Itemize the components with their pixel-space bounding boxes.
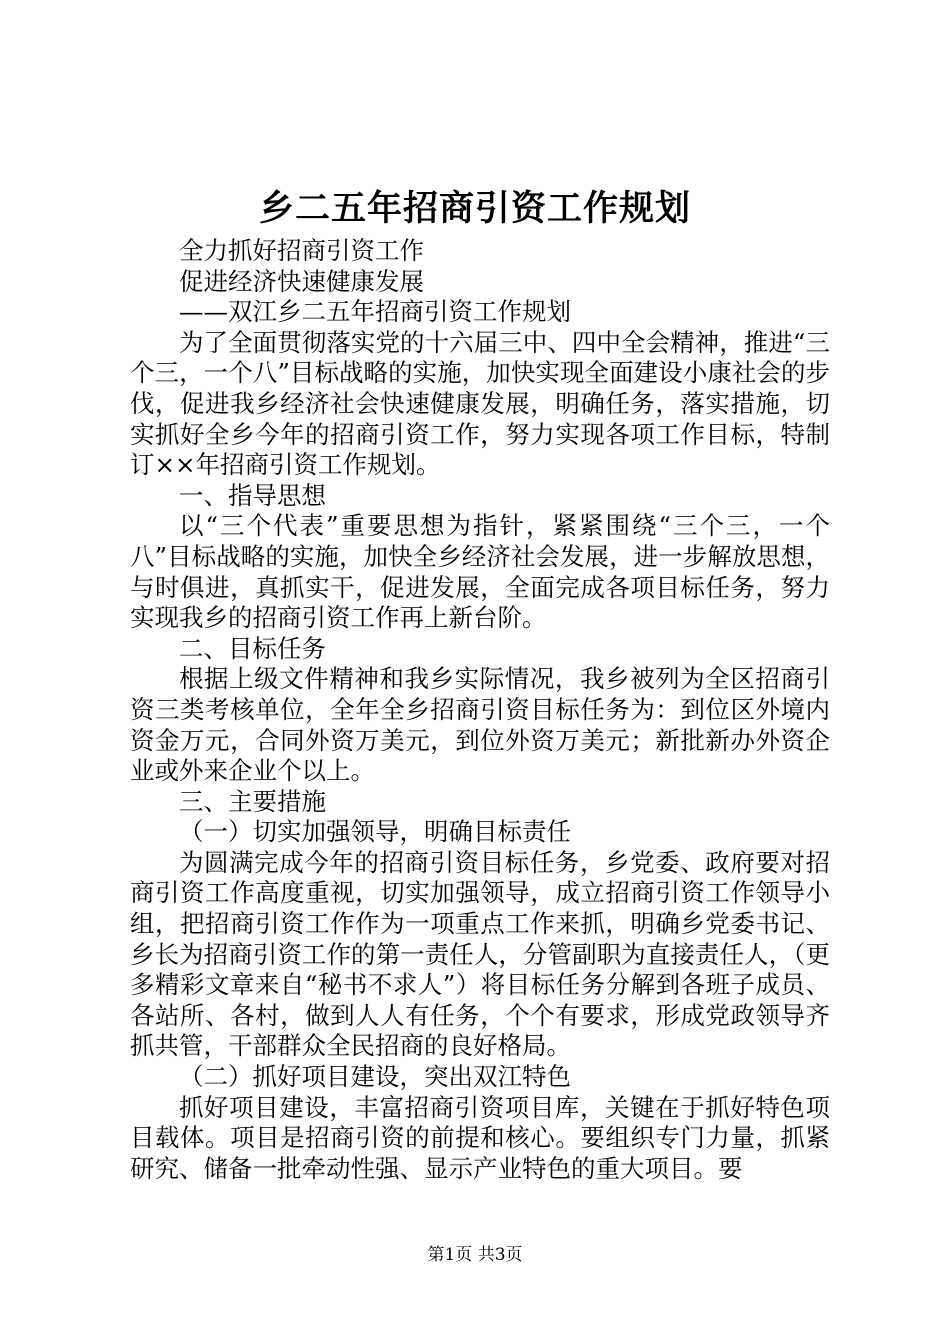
paragraph: 抓好项目建设，丰富招商引资项目库，关键在于抓好特色项目载体。项目是招商引资的前提和核心。要组织专门力量，抓紧研究、储备一批牵动性强、显示产业特色的重大项目。要 xyxy=(130,1092,830,1183)
paragraph: 根据上级文件精神和我乡实际情况，我乡被列为全区招商引资三类考核单位，全年全乡招商引资目标任务为：到位区外境内资金万元，合同外资万美元，到位外资万美元；新批新办外资企业或外来企业个以上。 xyxy=(130,664,830,786)
paragraph: 为圆满完成今年的招商引资目标任务，乡党委、政府要对招商引资工作高度重视，切实加强领导，成立招商引资工作领导小组，把招商引资工作作为一项重点工作来抓，明确乡党委书记、乡长为招商引资工作的第一责任人，分管副职为直接责任人，（更多精彩文章来自“秘书不求人”）将目标任务分解到各班子成员、各站所、各村，做到人人有任务，个个有要求，形成党政领导齐抓共管，干部群众全民招商的良好格局。 xyxy=(130,847,830,1061)
paragraph: 为了全面贯彻落实党的十六届三中、四中全会精神，推进“三个三，一个八”目标战略的实施，加快实现全面建设小康社会的步伐，促进我乡经济社会快速健康发展，明确任务，落实措施，切实抓好全乡今年的招商引资工作，努力实现各项工作目标，特制订××年招商引资工作规划。 xyxy=(130,327,830,480)
document-title: 乡二五年招商引资工作规划 xyxy=(258,188,691,229)
section-heading: 三、主要措施 xyxy=(179,786,326,816)
paragraph: 全力抓好招商引资工作 xyxy=(179,236,424,265)
page-number-footer: 第1页 共3页 xyxy=(427,1245,523,1265)
section-heading: 一、指导思想 xyxy=(179,480,326,510)
subsection-heading: （一）切实加强领导，明确目标责任 xyxy=(179,817,571,847)
paragraph: 以“三个代表”重要思想为指针，紧紧围绕“三个三，一个八”目标战略的实施，加快全乡经济社会发展，进一步解放思想，与时俱进，真抓实干，促进发展，全面完成各项目标任务，努力实现我乡的招商引资工作再上新台阶。 xyxy=(130,511,830,633)
section-heading: 二、目标任务 xyxy=(179,633,326,663)
subsection-heading: （二）抓好项目建设，突出双江特色 xyxy=(179,1062,571,1092)
paragraph: 促进经济快速健康发展 xyxy=(179,266,424,296)
document-body xyxy=(130,236,830,1184)
paragraph: ——双江乡二五年招商引资工作规划 xyxy=(179,297,571,327)
